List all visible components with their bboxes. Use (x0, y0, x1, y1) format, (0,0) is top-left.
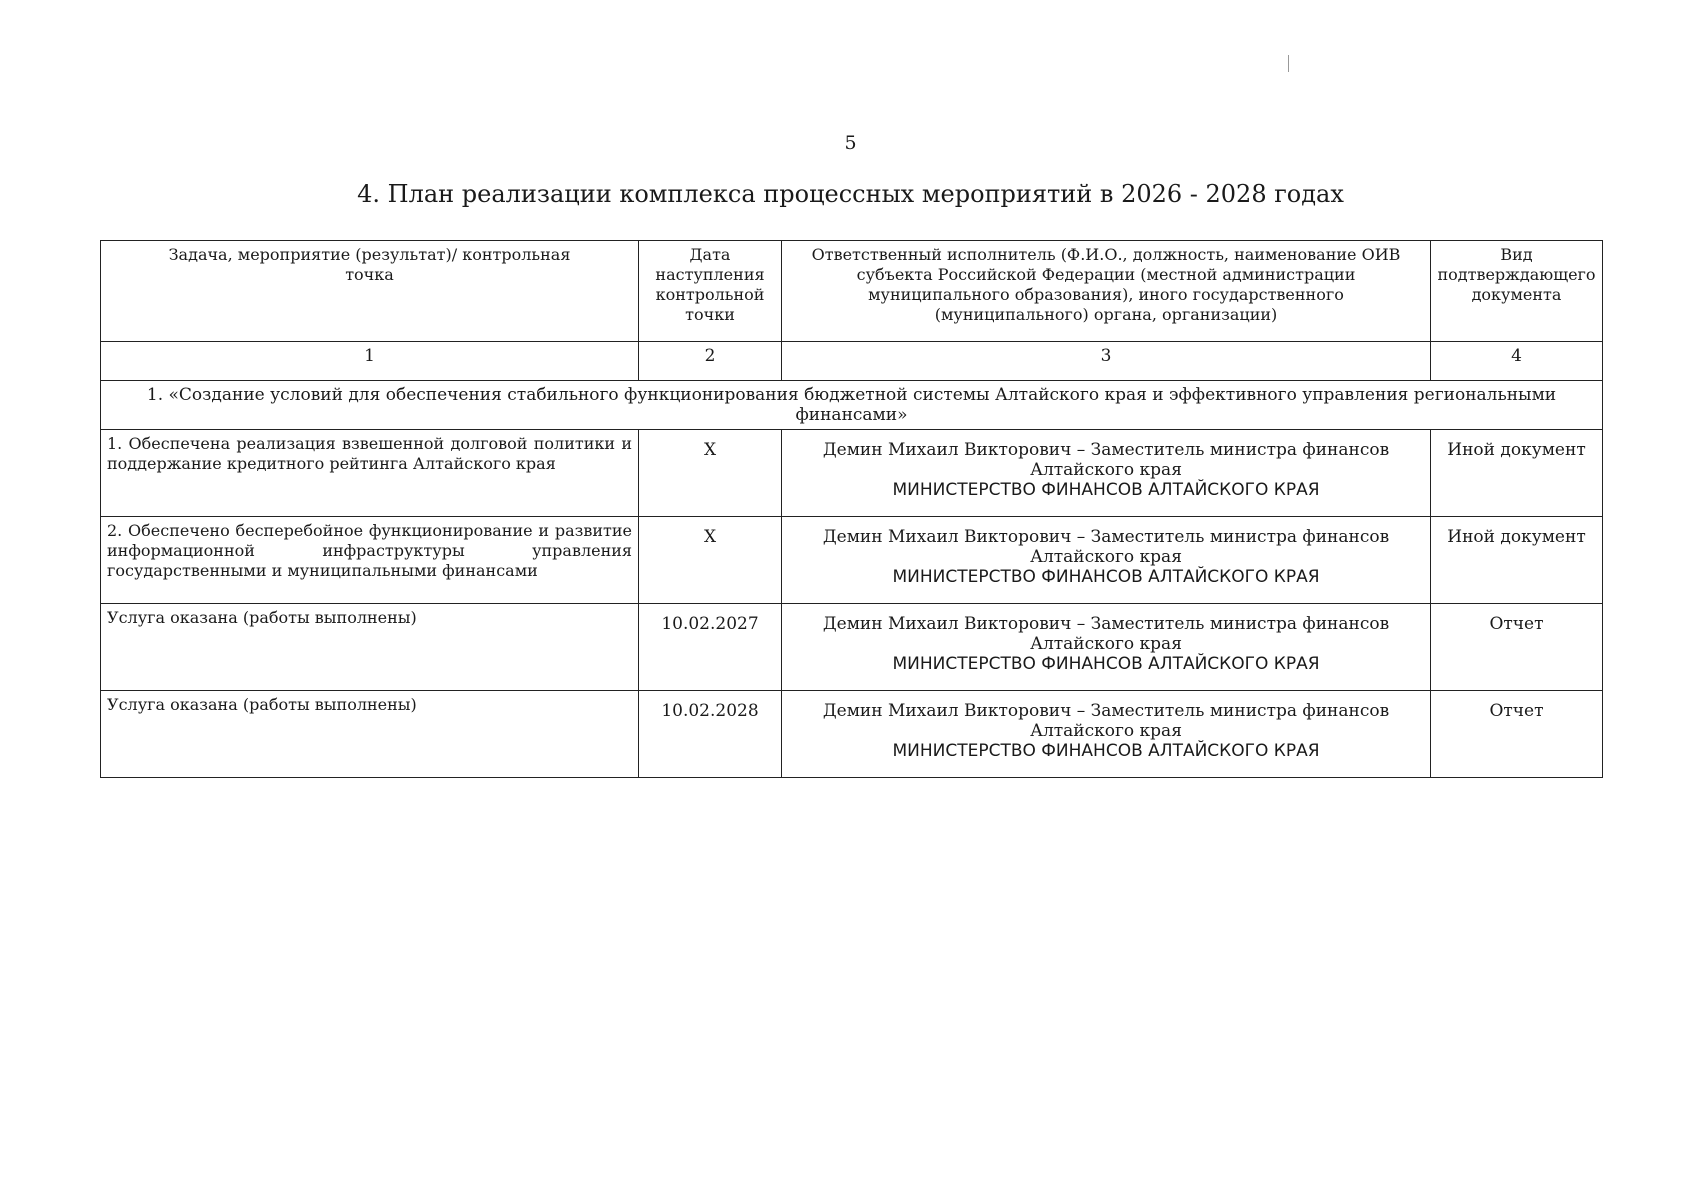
plan-table (100, 240, 1603, 778)
task-cell: Услуга оказана (работы выполнены) (101, 691, 639, 778)
responsible-cell (782, 517, 1431, 604)
table-row (101, 691, 1603, 778)
header-responsible: Ответственный исполнитель (Ф.И.О., должность, наименование ОИВ субъекта Российской Федерации (местной администрации муниципального образования), иного государственного (муниципального) органа, организации) (782, 241, 1431, 342)
responsible-cell (782, 604, 1431, 691)
column-number: 1 (101, 342, 639, 381)
table-row (101, 517, 1603, 604)
responsible-cell (782, 691, 1431, 778)
document-cell: Отчет (1431, 691, 1603, 778)
document-cell: Иной документ (1431, 430, 1603, 517)
table-row (101, 604, 1603, 691)
page-title: 4. План реализации комплекса процессных мероприятий в 2026 - 2028 годах (357, 180, 1344, 208)
column-numbers-row (101, 342, 1603, 381)
responsible-person: Демин Михаил Викторович – Заместитель министра финансов Алтайского края (822, 614, 1390, 654)
column-number: 2 (639, 342, 782, 381)
header-document: Вид подтверждающего документа (1431, 241, 1603, 342)
date-cell: X (639, 517, 782, 604)
task-cell: 2. Обеспечено бесперебойное функционирование и развитие информационной инфраструктуры управления государственными и муниципальными финансами (101, 517, 639, 604)
task-cell: 1. Обеспечена реализация взвешенной долговой политики и поддержание кредитного рейтинга Алтайского края (101, 430, 639, 517)
responsible-person: Демин Михаил Викторович – Заместитель министра финансов Алтайского края (822, 440, 1390, 480)
table-row (101, 430, 1603, 517)
responsible-org: МИНИСТЕРСТВО ФИНАНСОВ АЛТАЙСКОГО КРАЯ (892, 654, 1320, 674)
scan-mark (1288, 55, 1289, 72)
header-date: Дата наступления контрольной точки (639, 241, 782, 342)
header-row (101, 241, 1603, 342)
document-cell: Иной документ (1431, 517, 1603, 604)
responsible-org: МИНИСТЕРСТВО ФИНАНСОВ АЛТАЙСКОГО КРАЯ (892, 480, 1320, 500)
responsible-org: МИНИСТЕРСТВО ФИНАНСОВ АЛТАЙСКОГО КРАЯ (892, 741, 1320, 761)
document-cell: Отчет (1431, 604, 1603, 691)
responsible-cell (782, 430, 1431, 517)
section-row (101, 381, 1603, 430)
header-task: Задача, мероприятие (результат)/ контрольная точка (101, 241, 639, 342)
column-number: 3 (782, 342, 1431, 381)
date-cell: X (639, 430, 782, 517)
responsible-org: МИНИСТЕРСТВО ФИНАНСОВ АЛТАЙСКОГО КРАЯ (892, 567, 1320, 587)
section-title: 1. «Создание условий для обеспечения стабильного функционирования бюджетной системы Алтайского края и эффективного управления региональными финансами» (101, 381, 1603, 430)
responsible-person: Демин Михаил Викторович – Заместитель министра финансов Алтайского края (822, 527, 1390, 567)
column-number: 4 (1431, 342, 1603, 381)
date-cell: 10.02.2028 (639, 691, 782, 778)
page-number: 5 (844, 132, 857, 154)
task-cell: Услуга оказана (работы выполнены) (101, 604, 639, 691)
responsible-person: Демин Михаил Викторович – Заместитель министра финансов Алтайского края (822, 701, 1390, 741)
date-cell: 10.02.2027 (639, 604, 782, 691)
